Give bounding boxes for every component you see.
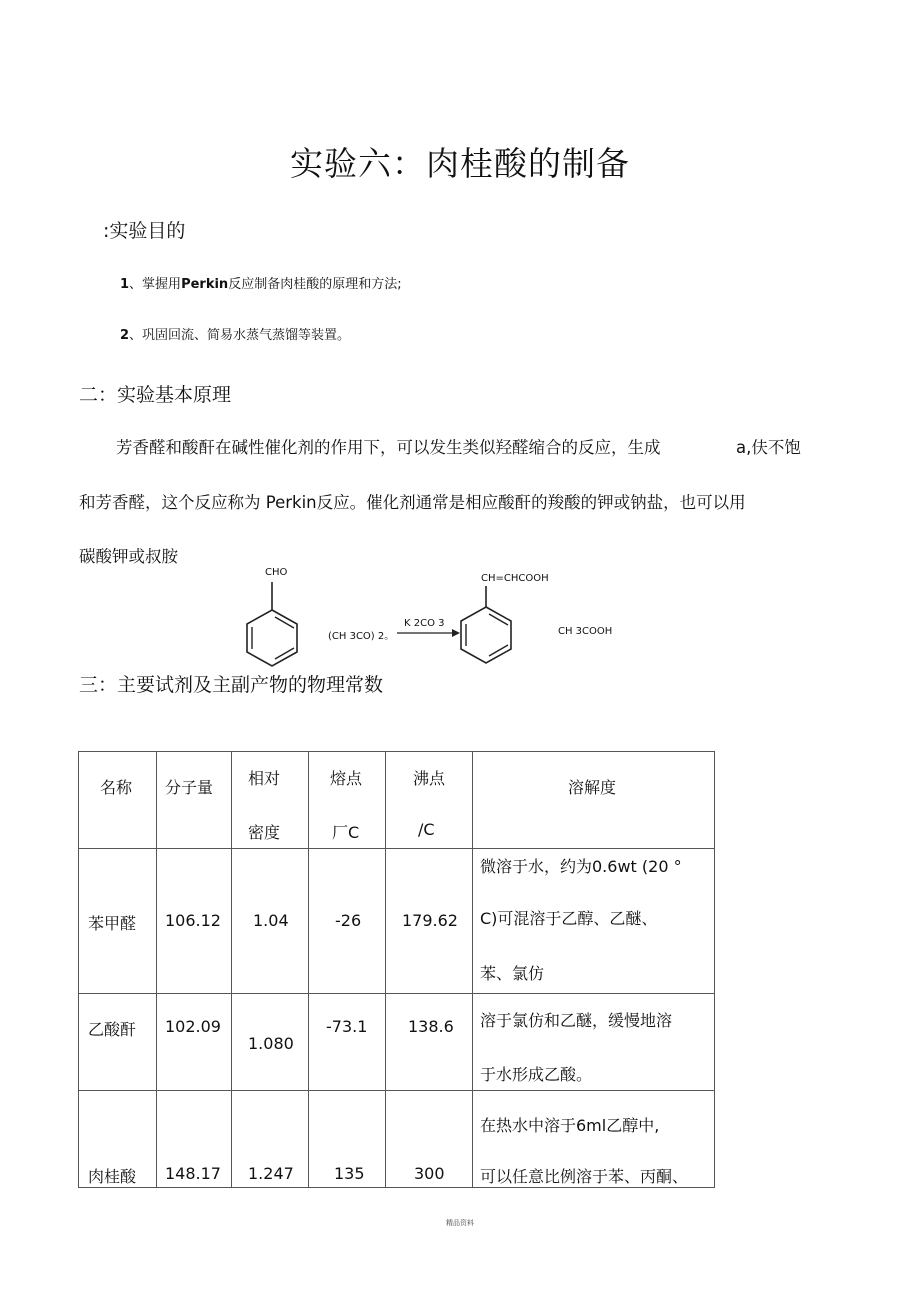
item-number: 2 <box>120 328 130 343</box>
catalyst-label: K 2CO 3 <box>404 618 445 629</box>
table-cell: 106.12 <box>157 849 232 994</box>
principle-line-3: 碳酸钾或叔胺 <box>79 547 178 566</box>
product-group-label: CH=CHCOOH <box>481 573 549 584</box>
table-cell: 1.04 <box>232 849 309 994</box>
reaction-scheme <box>230 562 630 672</box>
table-cell: 179.62 <box>386 849 473 994</box>
table-cell: 148.17 <box>157 1091 232 1188</box>
page-footer: 精品资料 <box>446 1219 474 1227</box>
table-cell: 300 <box>386 1091 473 1188</box>
table-cell: 135 <box>309 1091 386 1188</box>
table-cell: 微溶于水，约为0.6wt (20 ° C)可混溶于乙醇、乙醚、 苯、氯仿 <box>473 849 715 994</box>
byproduct-label: CH 3COOH <box>558 626 613 637</box>
page-title: 实验六：肉桂酸的制备 <box>290 144 630 183</box>
section-heading-purpose: :实验目的 <box>103 220 186 242</box>
table-header-row <box>79 752 715 849</box>
table-cell: 苯甲醛 <box>79 849 157 994</box>
table-row <box>79 849 715 994</box>
table-cell: 乙酸酐 <box>79 994 157 1091</box>
anhydride-label: (CH 3CO) 2。 <box>328 631 395 642</box>
table-cell: 1.247 <box>232 1091 309 1188</box>
principle-line-1: 芳香醛和酸酐在碱性催化剂的作用下，可以发生类似羟醛缩合的反应，生成 <box>116 438 661 457</box>
header-cell: 名称 <box>79 752 157 849</box>
header-cell: 分子量 <box>157 752 232 849</box>
benzene-ring-icon <box>247 582 297 666</box>
item-text: 、巩固回流、简易水蒸气蒸馏等装置。 <box>129 328 351 343</box>
table-cell: -73.1 <box>309 994 386 1091</box>
item-text: 反应制备肉桂酸的原理和方法; <box>228 277 402 292</box>
table-cell: 肉桂酸 <box>79 1091 157 1188</box>
aldehyde-group-label: CHO <box>265 567 288 578</box>
benzene-ring-icon <box>461 586 511 663</box>
table-cell: 138.6 <box>386 994 473 1091</box>
purpose-item-2 <box>120 324 350 343</box>
table-cell: 在热水中溶于6ml乙醇中, 可以任意比例溶于苯、丙酮、 <box>473 1091 715 1188</box>
table-cell: -26 <box>309 849 386 994</box>
item-number: 1 <box>120 277 130 292</box>
reaction-arrow-icon <box>397 629 460 637</box>
physical-constants-table <box>78 751 715 1188</box>
section-heading-constants: 三：主要试剂及主副产物的物理常数 <box>79 674 384 696</box>
purpose-item-1 <box>120 273 402 292</box>
item-bold-term: Perkin <box>181 277 229 292</box>
header-cell: 相对 密度 <box>232 752 309 849</box>
table-row <box>79 994 715 1091</box>
table-row <box>79 1091 715 1188</box>
table-cell: 102.09 <box>157 994 232 1091</box>
header-cell: 熔点 厂C <box>309 752 386 849</box>
table-cell: 1.080 <box>232 994 309 1091</box>
item-text: 、掌握用 <box>129 277 182 292</box>
header-cell: 沸点 /C <box>386 752 473 849</box>
principle-line-2: 和芳香醛，这个反应称为 Perkin反应。催化剂通常是相应酸酐的羧酸的钾或钠盐，也可以用 <box>79 493 746 512</box>
section-heading-principle: 二：实验基本原理 <box>79 384 232 406</box>
header-cell: 溶解度 <box>473 752 715 849</box>
table-cell: 溶于氯仿和乙醚，缓慢地溶 于水形成乙酸。 <box>473 994 715 1091</box>
principle-line-1-end: a,伕不饱 <box>736 438 801 457</box>
